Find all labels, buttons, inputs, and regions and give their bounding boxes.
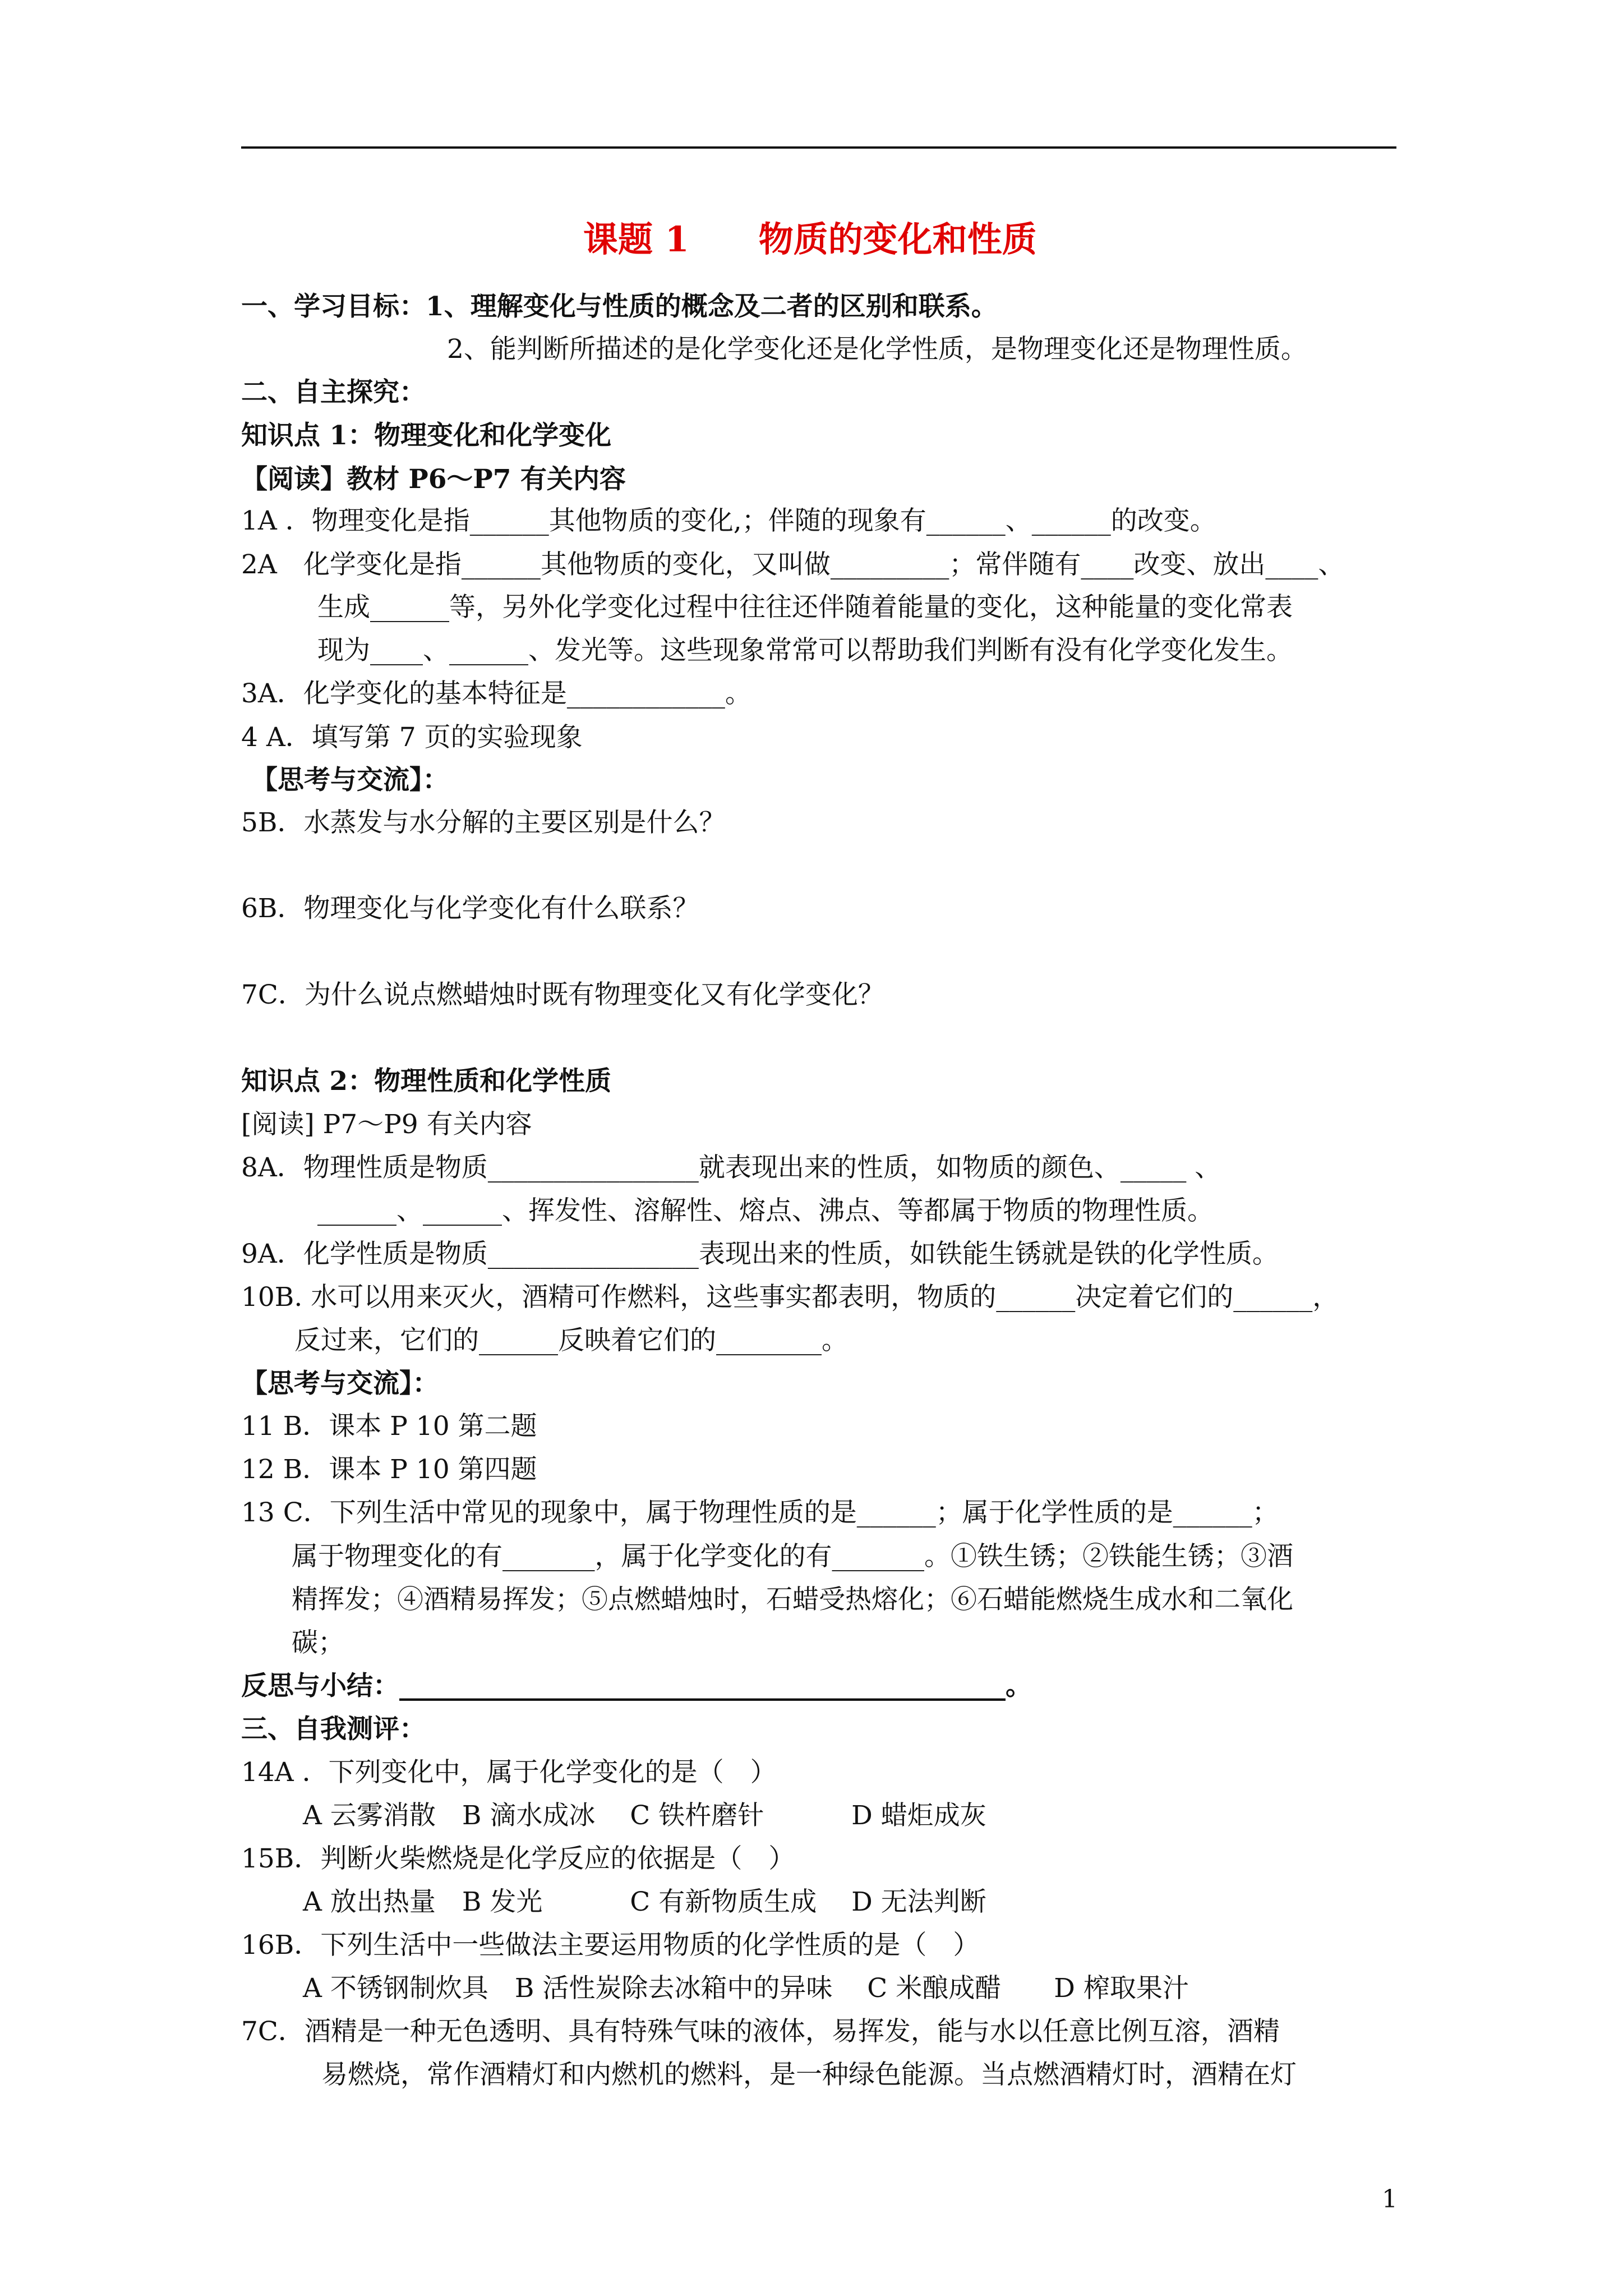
question-1a: 1A ．物理变化是指______其他物质的变化,；伴随的现象有______、______的改变。 [241,505,1216,536]
question-8a: 8A．物理性质是物质________________就表现出来的性质，如物质的颜色、_____ 、 [241,1152,1221,1183]
objectives-line-2: 2、能判断所描述的是化学变化还是化学性质，是物理变化还是物理性质。 [447,334,1307,365]
question-16b: 16B．下列生活中一些做法主要运用物质的化学性质的是（ ） [241,1930,980,1961]
section-heading-explore: 二、自主探究： [241,377,426,408]
question-16b-options: A 不锈钢制炊具 B 活性炭除去冰箱中的异味 C 米酿成醋 D 榨取果汁 [303,1973,1189,2004]
question-14a-options: A 云雾消散 B 滴水成冰 C 铁杵磨针 D 蜡炬成灰 [303,1800,986,1831]
reading-note-2: [阅读] P7～P9 有关内容 [241,1109,532,1140]
question-8a-cont: ______、______、挥发性、溶解性、熔点、沸点、等都属于物质的物理性质。 [317,1195,1214,1226]
header-rule [241,146,1396,149]
reflection-summary: 反思与小结：______________________________________________。 [241,1671,1032,1701]
question-5b: 5B．水蒸发与水分解的主要区别是什么？ [241,807,726,838]
question-12b: 12 B．课本 P 10 第四题 [241,1454,537,1485]
knowledge-point-2-heading: 知识点 2：物理性质和化学性质 [241,1066,612,1097]
discussion-heading-1: 【思考与交流】： [251,765,449,795]
question-15b: 15B．判断火柴燃烧是化学反应的依据是（ ） [241,1843,795,1874]
question-9a: 9A．化学性质是物质________________表现出来的性质，如铁能生锈就是铁的化学性质。 [241,1239,1279,1269]
question-14a: 14A ．下列变化中，属于化学变化的是（ ） [241,1757,777,1788]
question-2a-cont-1: 生成______等，另外化学变化过程中往往还伴随着能量的变化，这种能量的变化常表 [317,592,1293,623]
question-13c: 13 C．下列生活中常见的现象中，属于物理性质的是______；属于化学性质的是______； [241,1497,1279,1528]
reading-note-1: 【阅读】教材 P6～P7 有关内容 [241,464,626,495]
page-title: 课题 1 物质的变化和性质 [583,219,1037,260]
question-7c: 7C．为什么说点燃蜡烛时既有物理变化又有化学变化？ [241,979,884,1010]
question-11b: 11 B．课本 P 10 第二题 [241,1411,537,1442]
question-7c-self-test: 7C．酒精是一种无色透明、具有特殊气味的液体，易挥发，能与水以任意比例互溶，酒精 [241,2016,1280,2047]
objectives-line-1: 一、学习目标：1、理解变化与性质的概念及二者的区别和联系。 [241,291,998,322]
question-15b-options: A 放出热量 B 发光 C 有新物质生成 D 无法判断 [303,1887,986,1917]
knowledge-point-1-heading: 知识点 1：物理变化和化学变化 [241,420,612,451]
question-10b: 10B. 水可以用来灭火，酒精可作燃料，这些事实都表明，物质的______决定着它们的______， [241,1282,1339,1313]
discussion-heading-2: 【思考与交流】： [241,1368,439,1399]
question-13c-cont-1: 属于物理变化的有_______，属于化学变化的有_______。①铁生锈；②铁能生锈；③酒 [292,1541,1293,1572]
question-13c-cont-2: 精挥发；④酒精易挥发；⑤点燃蜡烛时，石蜡受热熔化；⑥石蜡能燃烧生成水和二氧化 [292,1584,1293,1615]
question-7c-self-test-cont: 易燃烧，常作酒精灯和内燃机的燃料，是一种绿色能源。当点燃酒精灯时，酒精在灯 [321,2059,1297,2090]
question-10b-cont: 反过来，它们的______反映着它们的________。 [294,1325,848,1356]
section-heading-self-test: 三、自我测评： [241,1714,426,1745]
page-number: 1 [1382,2185,1398,2214]
question-3a: 3A．化学变化的基本特征是____________。 [241,678,751,709]
question-6b: 6B．物理变化与化学变化有什么联系？ [241,893,699,924]
question-13c-cont-3: 碳； [292,1627,344,1658]
question-4a: 4 A．填写第 7 页的实验现象 [241,722,583,753]
question-2a-cont-2: 现为____、______、发光等。这些现象常常可以帮助我们判断有没有化学变化发生。 [317,635,1293,666]
question-2a: 2A 化学变化是指______其他物质的变化，又叫做_________；常伴随有____改变、放出____、 [241,549,1345,580]
